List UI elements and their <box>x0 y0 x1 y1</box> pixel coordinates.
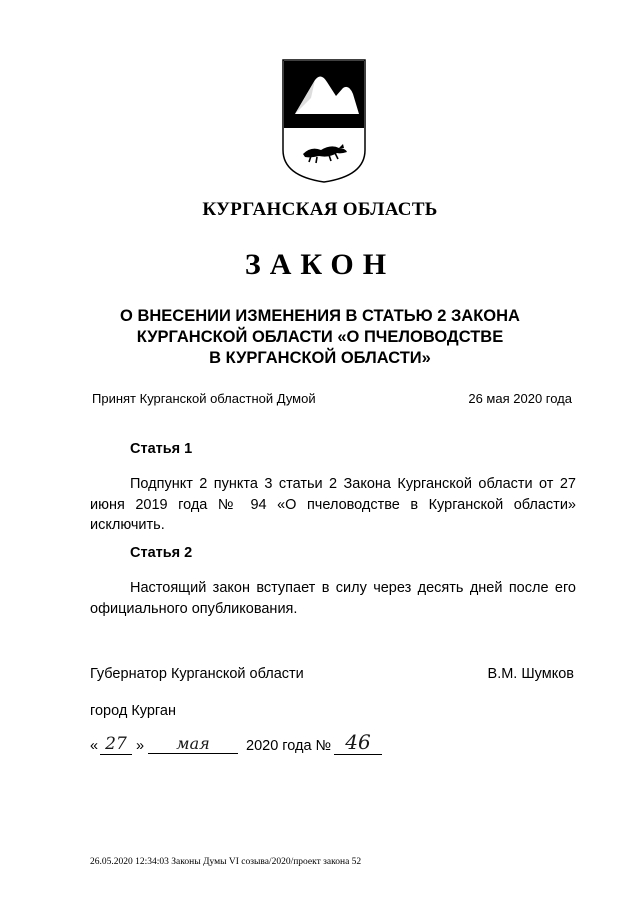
kurgan-coat-of-arms-icon <box>281 58 367 184</box>
city: город Курган <box>90 703 176 719</box>
signing-day: 27 <box>100 734 132 755</box>
governor-title: Губернатор Курганской области <box>90 666 304 682</box>
law-title-line: В КУРГАНСКОЙ ОБЛАСТИ» <box>209 349 431 367</box>
article-2-heading: Статья 2 <box>130 545 193 561</box>
adopted-by: Принят Курганской областной Думой <box>92 391 316 406</box>
signing-date-line <box>90 730 390 760</box>
document-type: ЗАКОН <box>244 248 396 281</box>
governor-name: В.М. Шумков <box>487 666 574 682</box>
region-name: КУРГАНСКАЯ ОБЛАСТЬ <box>202 199 438 220</box>
article-2-text: Настоящий закон вступает в силу через десять дней после его официального опубликования. <box>90 580 576 617</box>
quote-open: « <box>90 738 99 754</box>
law-title-line: КУРГАНСКОЙ ОБЛАСТИ «О ПЧЕЛОВОДСТВЕ <box>136 328 504 346</box>
footer-file-info: 26.05.2020 12:34:03 Законы Думы VI созыва/2020/проект закона 52 <box>90 857 362 867</box>
signing-month: мая <box>148 734 238 754</box>
law-number: 46 <box>334 730 382 755</box>
article-1-heading: Статья 1 <box>130 441 193 457</box>
adoption-date: 26 мая 2020 года <box>468 391 572 406</box>
law-title <box>0 306 640 369</box>
quote-close: » <box>136 738 145 754</box>
article-1-text: Подпункт 2 пункта 3 статьи 2 Закона Курганской области от 27 июня 2019 года № 94 «О пчеловодстве в Курганской области» исключить. <box>90 476 576 533</box>
law-title-line: О ВНЕСЕНИИ ИЗМЕНЕНИЯ В СТАТЬЮ 2 ЗАКОНА <box>120 307 520 325</box>
year-and-number-label: 2020 года № <box>246 738 332 754</box>
